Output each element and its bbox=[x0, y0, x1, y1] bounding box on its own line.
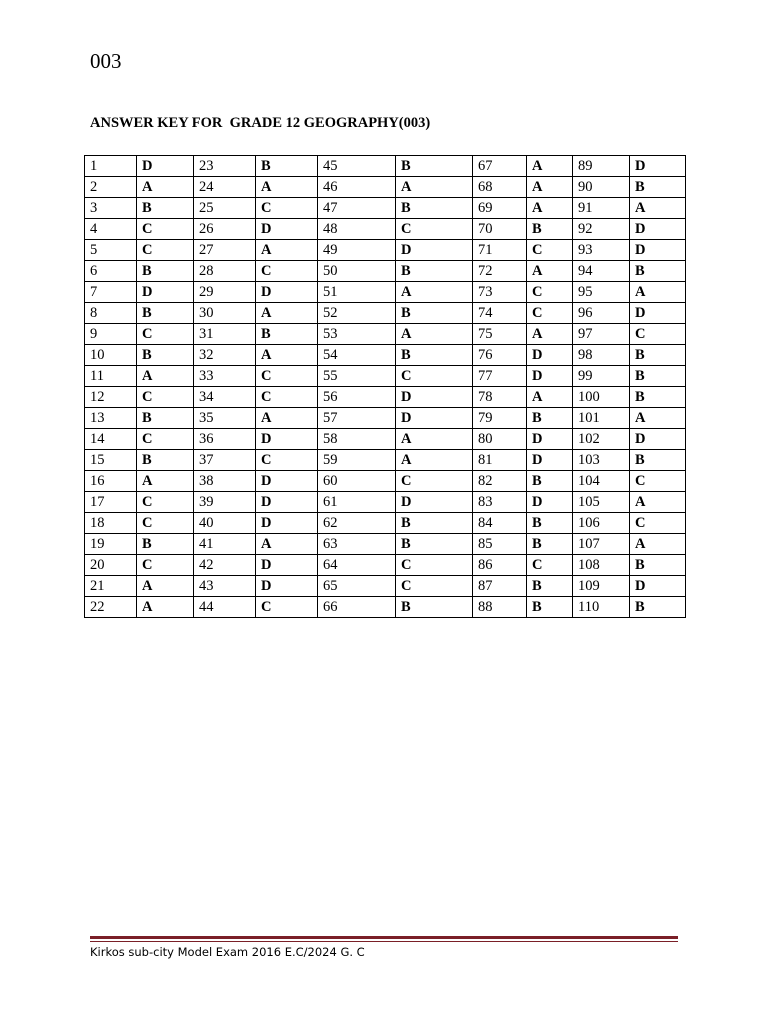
question-number: 3 bbox=[85, 198, 137, 219]
answer-letter: B bbox=[630, 387, 686, 408]
answer-letter: A bbox=[630, 198, 686, 219]
question-number: 106 bbox=[573, 513, 630, 534]
page-code: 003 bbox=[90, 49, 122, 73]
answer-letter: D bbox=[527, 366, 573, 387]
question-number: 55 bbox=[318, 366, 396, 387]
question-number: 8 bbox=[85, 303, 137, 324]
answer-letter: C bbox=[527, 282, 573, 303]
answer-letter: B bbox=[396, 198, 473, 219]
answer-letter: A bbox=[256, 534, 318, 555]
answer-letter: A bbox=[396, 177, 473, 198]
question-number: 64 bbox=[318, 555, 396, 576]
question-number: 2 bbox=[85, 177, 137, 198]
question-number: 102 bbox=[573, 429, 630, 450]
answer-letter: D bbox=[396, 408, 473, 429]
answer-letter: A bbox=[256, 408, 318, 429]
answer-letter: B bbox=[137, 534, 194, 555]
question-number: 58 bbox=[318, 429, 396, 450]
answer-letter: B bbox=[256, 324, 318, 345]
answer-letter: A bbox=[137, 597, 194, 618]
question-number: 37 bbox=[194, 450, 256, 471]
answer-letter: D bbox=[630, 429, 686, 450]
answer-letter: B bbox=[527, 408, 573, 429]
answer-letter: C bbox=[137, 513, 194, 534]
answer-letter: C bbox=[396, 366, 473, 387]
answer-letter: A bbox=[256, 240, 318, 261]
table-row bbox=[85, 324, 686, 345]
question-number: 12 bbox=[85, 387, 137, 408]
question-number: 10 bbox=[85, 345, 137, 366]
question-number: 85 bbox=[473, 534, 527, 555]
question-number: 38 bbox=[194, 471, 256, 492]
answer-letter: A bbox=[527, 387, 573, 408]
footer-rule-thin bbox=[90, 941, 678, 942]
answer-key-body bbox=[85, 156, 686, 618]
footer-text: Kirkos sub-city Model Exam 2016 E.C/2024 G. C bbox=[90, 945, 365, 959]
question-number: 65 bbox=[318, 576, 396, 597]
question-number: 19 bbox=[85, 534, 137, 555]
answer-letter: B bbox=[137, 345, 194, 366]
answer-letter: C bbox=[396, 471, 473, 492]
question-number: 56 bbox=[318, 387, 396, 408]
answer-letter: B bbox=[396, 513, 473, 534]
question-number: 13 bbox=[85, 408, 137, 429]
answer-letter: D bbox=[527, 429, 573, 450]
question-number: 62 bbox=[318, 513, 396, 534]
question-number: 67 bbox=[473, 156, 527, 177]
table-row bbox=[85, 555, 686, 576]
answer-letter: D bbox=[256, 555, 318, 576]
answer-letter: B bbox=[137, 408, 194, 429]
question-number: 30 bbox=[194, 303, 256, 324]
answer-letter: A bbox=[137, 576, 194, 597]
question-number: 103 bbox=[573, 450, 630, 471]
question-number: 81 bbox=[473, 450, 527, 471]
table-row bbox=[85, 366, 686, 387]
answer-letter: B bbox=[137, 450, 194, 471]
question-number: 99 bbox=[573, 366, 630, 387]
question-number: 104 bbox=[573, 471, 630, 492]
question-number: 22 bbox=[85, 597, 137, 618]
question-number: 24 bbox=[194, 177, 256, 198]
question-number: 16 bbox=[85, 471, 137, 492]
question-number: 47 bbox=[318, 198, 396, 219]
question-number: 4 bbox=[85, 219, 137, 240]
answer-letter: C bbox=[256, 387, 318, 408]
table-row bbox=[85, 156, 686, 177]
table-row bbox=[85, 387, 686, 408]
answer-letter: A bbox=[527, 261, 573, 282]
question-number: 40 bbox=[194, 513, 256, 534]
answer-letter: B bbox=[630, 555, 686, 576]
answer-letter: D bbox=[256, 282, 318, 303]
answer-letter: D bbox=[630, 303, 686, 324]
question-number: 101 bbox=[573, 408, 630, 429]
answer-letter: D bbox=[630, 576, 686, 597]
answer-letter: C bbox=[396, 555, 473, 576]
answer-letter: B bbox=[630, 450, 686, 471]
question-number: 93 bbox=[573, 240, 630, 261]
question-number: 28 bbox=[194, 261, 256, 282]
answer-letter: D bbox=[630, 156, 686, 177]
answer-letter: D bbox=[137, 282, 194, 303]
answer-letter: A bbox=[527, 198, 573, 219]
question-number: 105 bbox=[573, 492, 630, 513]
question-number: 83 bbox=[473, 492, 527, 513]
answer-letter: C bbox=[137, 555, 194, 576]
answer-letter: C bbox=[137, 492, 194, 513]
question-number: 39 bbox=[194, 492, 256, 513]
question-number: 110 bbox=[573, 597, 630, 618]
question-number: 88 bbox=[473, 597, 527, 618]
answer-letter: B bbox=[396, 303, 473, 324]
answer-letter: A bbox=[527, 156, 573, 177]
answer-letter: B bbox=[527, 219, 573, 240]
question-number: 33 bbox=[194, 366, 256, 387]
answer-letter: B bbox=[527, 471, 573, 492]
answer-letter: C bbox=[630, 471, 686, 492]
answer-letter: A bbox=[630, 534, 686, 555]
answer-letter: C bbox=[527, 240, 573, 261]
question-number: 45 bbox=[318, 156, 396, 177]
table-row bbox=[85, 282, 686, 303]
question-number: 86 bbox=[473, 555, 527, 576]
question-number: 48 bbox=[318, 219, 396, 240]
answer-letter: A bbox=[396, 429, 473, 450]
question-number: 51 bbox=[318, 282, 396, 303]
answer-letter: D bbox=[527, 345, 573, 366]
answer-letter: D bbox=[256, 513, 318, 534]
answer-letter: C bbox=[630, 513, 686, 534]
answer-letter: D bbox=[396, 492, 473, 513]
question-number: 49 bbox=[318, 240, 396, 261]
answer-letter: A bbox=[630, 408, 686, 429]
answer-letter: A bbox=[630, 282, 686, 303]
answer-letter: D bbox=[256, 471, 318, 492]
answer-letter: C bbox=[396, 219, 473, 240]
table-row bbox=[85, 345, 686, 366]
answer-letter: B bbox=[630, 261, 686, 282]
answer-letter: A bbox=[137, 177, 194, 198]
table-row bbox=[85, 177, 686, 198]
answer-letter: A bbox=[256, 177, 318, 198]
answer-letter: D bbox=[396, 240, 473, 261]
question-number: 57 bbox=[318, 408, 396, 429]
answer-letter: D bbox=[256, 219, 318, 240]
question-number: 27 bbox=[194, 240, 256, 261]
answer-letter: B bbox=[527, 513, 573, 534]
question-number: 73 bbox=[473, 282, 527, 303]
question-number: 9 bbox=[85, 324, 137, 345]
answer-letter: B bbox=[527, 576, 573, 597]
answer-letter: B bbox=[396, 261, 473, 282]
answer-letter: B bbox=[630, 597, 686, 618]
question-number: 97 bbox=[573, 324, 630, 345]
question-number: 54 bbox=[318, 345, 396, 366]
question-number: 14 bbox=[85, 429, 137, 450]
answer-letter: C bbox=[256, 261, 318, 282]
question-number: 35 bbox=[194, 408, 256, 429]
question-number: 72 bbox=[473, 261, 527, 282]
question-number: 52 bbox=[318, 303, 396, 324]
answer-letter: C bbox=[137, 387, 194, 408]
answer-letter: A bbox=[527, 324, 573, 345]
question-number: 91 bbox=[573, 198, 630, 219]
question-number: 17 bbox=[85, 492, 137, 513]
question-number: 98 bbox=[573, 345, 630, 366]
question-number: 77 bbox=[473, 366, 527, 387]
question-number: 23 bbox=[194, 156, 256, 177]
question-number: 90 bbox=[573, 177, 630, 198]
answer-letter: C bbox=[137, 429, 194, 450]
question-number: 6 bbox=[85, 261, 137, 282]
question-number: 21 bbox=[85, 576, 137, 597]
answer-letter: D bbox=[256, 429, 318, 450]
question-number: 78 bbox=[473, 387, 527, 408]
answer-letter: A bbox=[527, 177, 573, 198]
answer-key-heading: ANSWER KEY FOR GRADE 12 GEOGRAPHY(003) bbox=[90, 115, 431, 131]
answer-letter: A bbox=[256, 345, 318, 366]
question-number: 70 bbox=[473, 219, 527, 240]
answer-letter: C bbox=[137, 219, 194, 240]
answer-letter: B bbox=[256, 156, 318, 177]
answer-letter: D bbox=[256, 576, 318, 597]
answer-letter: B bbox=[396, 534, 473, 555]
answer-letter: C bbox=[527, 303, 573, 324]
answer-letter: D bbox=[137, 156, 194, 177]
table-row bbox=[85, 513, 686, 534]
question-number: 94 bbox=[573, 261, 630, 282]
answer-letter: C bbox=[256, 198, 318, 219]
answer-letter: C bbox=[137, 324, 194, 345]
question-number: 69 bbox=[473, 198, 527, 219]
table-row bbox=[85, 450, 686, 471]
question-number: 108 bbox=[573, 555, 630, 576]
answer-letter: C bbox=[137, 240, 194, 261]
table-row bbox=[85, 198, 686, 219]
question-number: 18 bbox=[85, 513, 137, 534]
table-row bbox=[85, 408, 686, 429]
question-number: 92 bbox=[573, 219, 630, 240]
question-number: 41 bbox=[194, 534, 256, 555]
answer-letter: C bbox=[256, 450, 318, 471]
question-number: 61 bbox=[318, 492, 396, 513]
table-row bbox=[85, 534, 686, 555]
question-number: 60 bbox=[318, 471, 396, 492]
question-number: 25 bbox=[194, 198, 256, 219]
question-number: 15 bbox=[85, 450, 137, 471]
question-number: 109 bbox=[573, 576, 630, 597]
question-number: 43 bbox=[194, 576, 256, 597]
answer-letter: A bbox=[396, 450, 473, 471]
question-number: 107 bbox=[573, 534, 630, 555]
answer-letter: B bbox=[630, 177, 686, 198]
question-number: 95 bbox=[573, 282, 630, 303]
answer-letter: B bbox=[396, 597, 473, 618]
question-number: 100 bbox=[573, 387, 630, 408]
answer-letter: C bbox=[256, 366, 318, 387]
answer-letter: D bbox=[396, 387, 473, 408]
question-number: 66 bbox=[318, 597, 396, 618]
question-number: 80 bbox=[473, 429, 527, 450]
answer-letter: C bbox=[630, 324, 686, 345]
table-row bbox=[85, 219, 686, 240]
question-number: 84 bbox=[473, 513, 527, 534]
question-number: 75 bbox=[473, 324, 527, 345]
answer-letter: B bbox=[137, 303, 194, 324]
question-number: 71 bbox=[473, 240, 527, 261]
answer-letter: A bbox=[396, 282, 473, 303]
question-number: 29 bbox=[194, 282, 256, 303]
question-number: 5 bbox=[85, 240, 137, 261]
question-number: 87 bbox=[473, 576, 527, 597]
answer-letter: B bbox=[527, 597, 573, 618]
table-row bbox=[85, 576, 686, 597]
table-row bbox=[85, 240, 686, 261]
question-number: 53 bbox=[318, 324, 396, 345]
answer-letter: A bbox=[137, 471, 194, 492]
question-number: 79 bbox=[473, 408, 527, 429]
answer-letter: D bbox=[527, 450, 573, 471]
answer-letter: B bbox=[137, 198, 194, 219]
table-row bbox=[85, 261, 686, 282]
answer-letter: B bbox=[630, 366, 686, 387]
question-number: 36 bbox=[194, 429, 256, 450]
table-row bbox=[85, 429, 686, 450]
question-number: 46 bbox=[318, 177, 396, 198]
question-number: 74 bbox=[473, 303, 527, 324]
question-number: 31 bbox=[194, 324, 256, 345]
question-number: 89 bbox=[573, 156, 630, 177]
answer-letter: A bbox=[396, 324, 473, 345]
question-number: 42 bbox=[194, 555, 256, 576]
answer-letter: B bbox=[137, 261, 194, 282]
question-number: 26 bbox=[194, 219, 256, 240]
question-number: 96 bbox=[573, 303, 630, 324]
answer-letter: C bbox=[396, 576, 473, 597]
question-number: 63 bbox=[318, 534, 396, 555]
answer-letter: D bbox=[527, 492, 573, 513]
table-row bbox=[85, 471, 686, 492]
table-row bbox=[85, 492, 686, 513]
question-number: 68 bbox=[473, 177, 527, 198]
question-number: 82 bbox=[473, 471, 527, 492]
question-number: 32 bbox=[194, 345, 256, 366]
answer-letter: D bbox=[256, 492, 318, 513]
question-number: 7 bbox=[85, 282, 137, 303]
question-number: 50 bbox=[318, 261, 396, 282]
answer-letter: B bbox=[527, 534, 573, 555]
question-number: 20 bbox=[85, 555, 137, 576]
question-number: 44 bbox=[194, 597, 256, 618]
question-number: 11 bbox=[85, 366, 137, 387]
answer-letter: D bbox=[630, 240, 686, 261]
answer-letter: A bbox=[137, 366, 194, 387]
question-number: 34 bbox=[194, 387, 256, 408]
answer-key-table bbox=[84, 155, 686, 618]
question-number: 59 bbox=[318, 450, 396, 471]
table-row bbox=[85, 597, 686, 618]
table-row bbox=[85, 303, 686, 324]
question-number: 1 bbox=[85, 156, 137, 177]
answer-letter: B bbox=[396, 156, 473, 177]
answer-letter: B bbox=[630, 345, 686, 366]
answer-letter: A bbox=[256, 303, 318, 324]
answer-letter: A bbox=[630, 492, 686, 513]
answer-letter: C bbox=[527, 555, 573, 576]
question-number: 76 bbox=[473, 345, 527, 366]
answer-letter: D bbox=[630, 219, 686, 240]
footer-rule-thick bbox=[90, 936, 678, 939]
answer-letter: B bbox=[396, 345, 473, 366]
answer-letter: C bbox=[256, 597, 318, 618]
